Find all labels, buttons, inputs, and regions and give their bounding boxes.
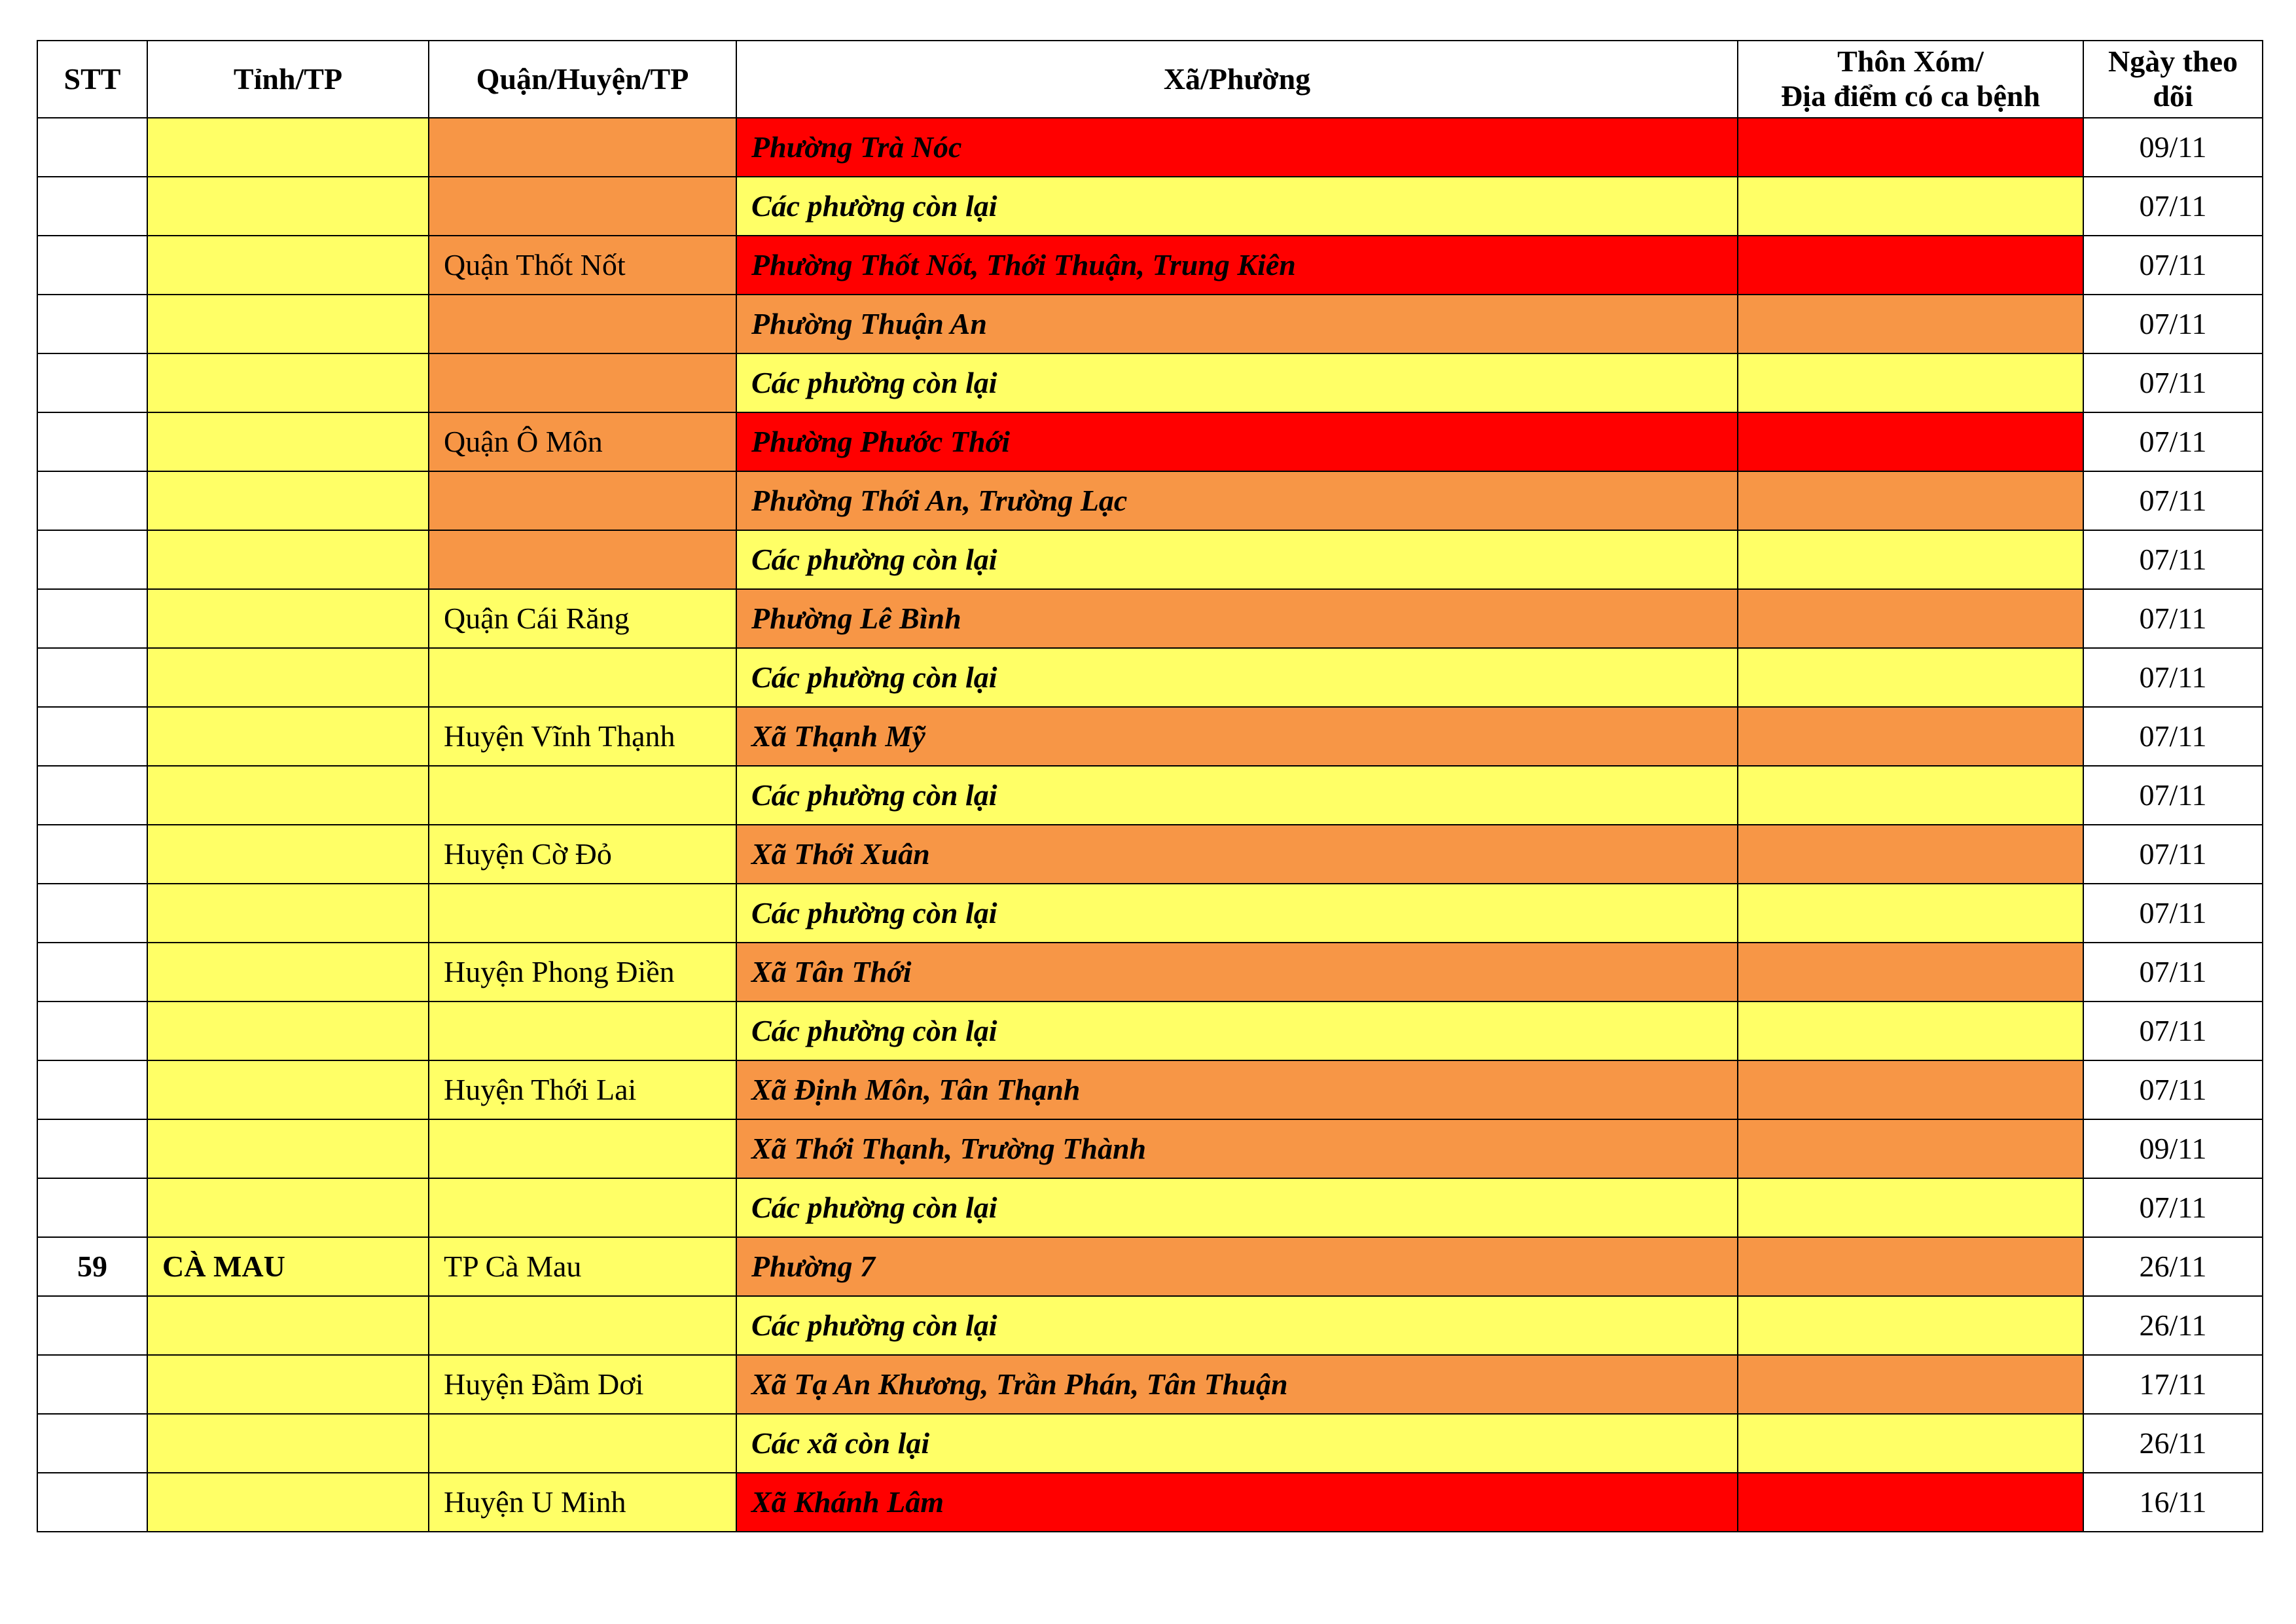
- stt-cell: [37, 884, 147, 943]
- stt-cell: [37, 236, 147, 295]
- province-cell: [147, 1296, 429, 1355]
- district-cell: [429, 1001, 736, 1060]
- date-cell: 07/11: [2083, 236, 2263, 295]
- hamlet-cell: [1738, 589, 2083, 648]
- district-cell: [429, 471, 736, 530]
- province-cell: [147, 353, 429, 412]
- ward-cell: Phường 7: [736, 1237, 1738, 1296]
- district-cell: [429, 118, 736, 177]
- district-cell: Huyện U Minh: [429, 1473, 736, 1532]
- hamlet-cell: [1738, 1060, 2083, 1119]
- hamlet-cell: [1738, 530, 2083, 589]
- hamlet-cell: [1738, 471, 2083, 530]
- stt-cell: [37, 1296, 147, 1355]
- stt-cell: [37, 766, 147, 825]
- ward-cell: Các phường còn lại: [736, 353, 1738, 412]
- table-row: [37, 1296, 2263, 1355]
- province-cell: [147, 177, 429, 236]
- table-row: [37, 707, 2263, 766]
- hamlet-cell: [1738, 1355, 2083, 1414]
- district-cell: Huyện Vĩnh Thạnh: [429, 707, 736, 766]
- stt-cell: [37, 589, 147, 648]
- stt-cell: [37, 943, 147, 1001]
- stt-cell: [37, 1001, 147, 1060]
- date-cell: 07/11: [2083, 530, 2263, 589]
- date-cell: 07/11: [2083, 471, 2263, 530]
- province-cell: CÀ MAU: [147, 1237, 429, 1296]
- hamlet-cell: [1738, 707, 2083, 766]
- province-cell: [147, 1001, 429, 1060]
- hamlet-cell: [1738, 353, 2083, 412]
- table-row: [37, 1473, 2263, 1532]
- table-row: [37, 1060, 2263, 1119]
- header-stt: STT: [37, 41, 147, 118]
- stt-cell: [37, 118, 147, 177]
- ward-cell: Các phường còn lại: [736, 648, 1738, 707]
- hamlet-cell: [1738, 766, 2083, 825]
- stt-cell: [37, 1178, 147, 1237]
- province-cell: [147, 1355, 429, 1414]
- district-cell: Huyện Phong Điền: [429, 943, 736, 1001]
- stt-cell: [37, 471, 147, 530]
- district-cell: [429, 530, 736, 589]
- header-ward: Xã/Phường: [736, 41, 1738, 118]
- stt-cell: [37, 1473, 147, 1532]
- district-cell: [429, 766, 736, 825]
- ward-cell: Các phường còn lại: [736, 1178, 1738, 1237]
- date-cell: 26/11: [2083, 1296, 2263, 1355]
- district-cell: [429, 177, 736, 236]
- table-row: [37, 118, 2263, 177]
- table-row: [37, 236, 2263, 295]
- province-cell: [147, 943, 429, 1001]
- header-district: Quận/Huyện/TP: [429, 41, 736, 118]
- stt-cell: [37, 353, 147, 412]
- ward-cell: Các phường còn lại: [736, 1296, 1738, 1355]
- hamlet-cell: [1738, 825, 2083, 884]
- district-cell: [429, 1178, 736, 1237]
- district-cell: Quận Ô Môn: [429, 412, 736, 471]
- province-cell: [147, 707, 429, 766]
- hamlet-cell: [1738, 1414, 2083, 1473]
- district-cell: [429, 1296, 736, 1355]
- covid-risk-table: [37, 40, 2263, 1532]
- table-row: [37, 353, 2263, 412]
- header-hamlet-line2: Địa điểm có ca bệnh: [1780, 79, 2041, 113]
- ward-cell: Các phường còn lại: [736, 1001, 1738, 1060]
- hamlet-cell: [1738, 1296, 2083, 1355]
- stt-cell: 59: [37, 1237, 147, 1296]
- province-cell: [147, 648, 429, 707]
- header-date-line1: Ngày theo: [2108, 45, 2238, 79]
- stt-cell: [37, 707, 147, 766]
- date-cell: 07/11: [2083, 295, 2263, 353]
- district-cell: Huyện Đầm Dơi: [429, 1355, 736, 1414]
- province-cell: [147, 1178, 429, 1237]
- table-row: [37, 530, 2263, 589]
- ward-cell: Xã Định Môn, Tân Thạnh: [736, 1060, 1738, 1119]
- table-row: [37, 766, 2263, 825]
- hamlet-cell: [1738, 177, 2083, 236]
- date-cell: 17/11: [2083, 1355, 2263, 1414]
- header-province: Tỉnh/TP: [147, 41, 429, 118]
- ward-cell: Xã Thới Xuân: [736, 825, 1738, 884]
- province-cell: [147, 471, 429, 530]
- hamlet-cell: [1738, 236, 2083, 295]
- hamlet-cell: [1738, 648, 2083, 707]
- hamlet-cell: [1738, 943, 2083, 1001]
- ward-cell: Các phường còn lại: [736, 884, 1738, 943]
- district-cell: [429, 353, 736, 412]
- date-cell: 26/11: [2083, 1414, 2263, 1473]
- hamlet-cell: [1738, 1237, 2083, 1296]
- hamlet-cell: [1738, 118, 2083, 177]
- table-row: [37, 1355, 2263, 1414]
- ward-cell: Xã Tân Thới: [736, 943, 1738, 1001]
- ward-cell: Các xã còn lại: [736, 1414, 1738, 1473]
- province-cell: [147, 1414, 429, 1473]
- ward-cell: Phường Thuận An: [736, 295, 1738, 353]
- district-cell: Quận Cái Răng: [429, 589, 736, 648]
- hamlet-cell: [1738, 1119, 2083, 1178]
- ward-cell: Phường Trà Nóc: [736, 118, 1738, 177]
- district-cell: TP Cà Mau: [429, 1237, 736, 1296]
- table-row: [37, 295, 2263, 353]
- date-cell: 07/11: [2083, 177, 2263, 236]
- hamlet-cell: [1738, 295, 2083, 353]
- stt-cell: [37, 825, 147, 884]
- stt-cell: [37, 1119, 147, 1178]
- table-row: [37, 1178, 2263, 1237]
- table-row: [37, 412, 2263, 471]
- stt-cell: [37, 1414, 147, 1473]
- table-row: [37, 648, 2263, 707]
- province-cell: [147, 589, 429, 648]
- header-date: [2083, 41, 2263, 118]
- table-row: [37, 1414, 2263, 1473]
- ward-cell: Phường Thốt Nốt, Thới Thuận, Trung Kiên: [736, 236, 1738, 295]
- table-row: [37, 1001, 2263, 1060]
- province-cell: [147, 1473, 429, 1532]
- date-cell: 16/11: [2083, 1473, 2263, 1532]
- date-cell: 07/11: [2083, 1001, 2263, 1060]
- table-row: [37, 1119, 2263, 1178]
- province-cell: [147, 118, 429, 177]
- ward-cell: Xã Thạnh Mỹ: [736, 707, 1738, 766]
- table-row: [37, 1237, 2263, 1296]
- table-row: [37, 471, 2263, 530]
- ward-cell: Phường Thới An, Trường Lạc: [736, 471, 1738, 530]
- date-cell: 07/11: [2083, 412, 2263, 471]
- district-cell: [429, 1119, 736, 1178]
- province-cell: [147, 412, 429, 471]
- district-cell: Huyện Cờ Đỏ: [429, 825, 736, 884]
- province-cell: [147, 236, 429, 295]
- table-row: [37, 589, 2263, 648]
- table-header: [37, 41, 2263, 118]
- hamlet-cell: [1738, 1178, 2083, 1237]
- date-cell: 09/11: [2083, 118, 2263, 177]
- ward-cell: Các phường còn lại: [736, 177, 1738, 236]
- province-cell: [147, 766, 429, 825]
- date-cell: 07/11: [2083, 884, 2263, 943]
- district-cell: [429, 884, 736, 943]
- hamlet-cell: [1738, 1001, 2083, 1060]
- header-hamlet: [1738, 41, 2083, 118]
- ward-cell: Xã Thới Thạnh, Trường Thành: [736, 1119, 1738, 1178]
- date-cell: 07/11: [2083, 766, 2263, 825]
- hamlet-cell: [1738, 884, 2083, 943]
- ward-cell: Xã Tạ An Khương, Trần Phán, Tân Thuận: [736, 1355, 1738, 1414]
- stt-cell: [37, 412, 147, 471]
- ward-cell: Các phường còn lại: [736, 530, 1738, 589]
- table-row: [37, 825, 2263, 884]
- province-cell: [147, 1119, 429, 1178]
- date-cell: 07/11: [2083, 1178, 2263, 1237]
- hamlet-cell: [1738, 1473, 2083, 1532]
- table-body: [37, 118, 2263, 1532]
- ward-cell: Xã Khánh Lâm: [736, 1473, 1738, 1532]
- date-cell: 07/11: [2083, 589, 2263, 648]
- table-row: [37, 884, 2263, 943]
- ward-cell: Phường Lê Bình: [736, 589, 1738, 648]
- ward-cell: Các phường còn lại: [736, 766, 1738, 825]
- hamlet-cell: [1738, 412, 2083, 471]
- date-cell: 07/11: [2083, 648, 2263, 707]
- province-cell: [147, 825, 429, 884]
- date-cell: 07/11: [2083, 707, 2263, 766]
- district-cell: Quận Thốt Nốt: [429, 236, 736, 295]
- stt-cell: [37, 530, 147, 589]
- stt-cell: [37, 1355, 147, 1414]
- header-row: [37, 41, 2263, 118]
- district-cell: [429, 1414, 736, 1473]
- province-cell: [147, 884, 429, 943]
- district-cell: [429, 648, 736, 707]
- header-date-line2: dõi: [2153, 79, 2193, 113]
- table-row: [37, 177, 2263, 236]
- date-cell: 07/11: [2083, 943, 2263, 1001]
- ward-cell: Phường Phước Thới: [736, 412, 1738, 471]
- province-cell: [147, 295, 429, 353]
- province-cell: [147, 530, 429, 589]
- stt-cell: [37, 295, 147, 353]
- table-row: [37, 943, 2263, 1001]
- date-cell: 26/11: [2083, 1237, 2263, 1296]
- date-cell: 07/11: [2083, 353, 2263, 412]
- district-cell: [429, 295, 736, 353]
- date-cell: 09/11: [2083, 1119, 2263, 1178]
- district-cell: Huyện Thới Lai: [429, 1060, 736, 1119]
- stt-cell: [37, 177, 147, 236]
- stt-cell: [37, 648, 147, 707]
- stt-cell: [37, 1060, 147, 1119]
- header-hamlet-line1: Thôn Xóm/: [1837, 45, 1984, 79]
- date-cell: 07/11: [2083, 1060, 2263, 1119]
- date-cell: 07/11: [2083, 825, 2263, 884]
- province-cell: [147, 1060, 429, 1119]
